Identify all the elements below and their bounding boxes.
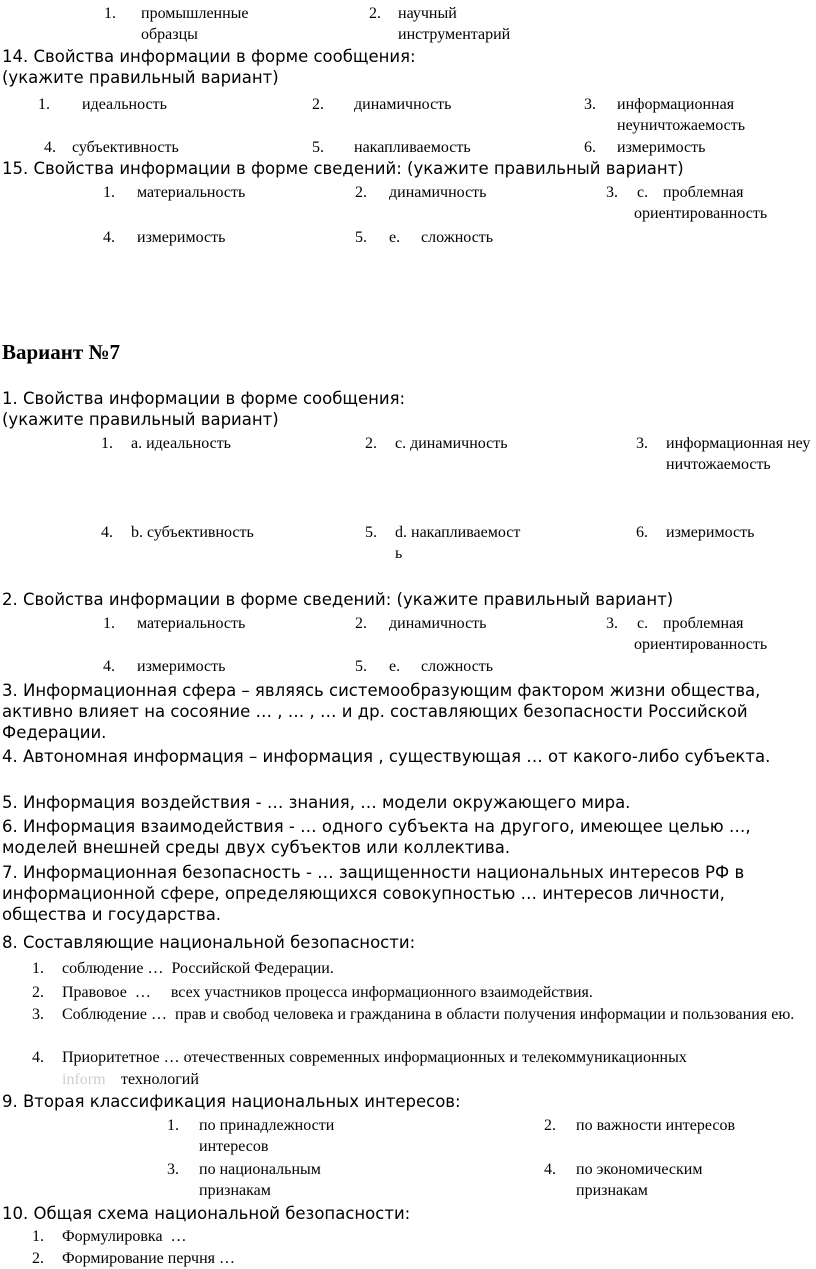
option-text: по экономическим признакам — [576, 1161, 703, 1199]
option-text: измеримость — [666, 524, 755, 541]
question-5: 5. Информация воздействия - … знания, … модели окружающего мира. — [2, 793, 631, 812]
option-text: динамичность — [389, 184, 487, 201]
list-item: Правовое … всех участников процесса информационного взаимодействия. — [62, 984, 593, 1001]
faint-overlay-text: inform — [62, 1071, 106, 1088]
question-3: 3. Информационная сфера – являясь системообразующим фактором жизни общества, активно влияет на сосояние … , … , … и др. составляющих безопасности Российской Федерации. — [2, 681, 761, 742]
option-number: 2. — [544, 1117, 556, 1134]
option-number: 3. — [606, 184, 618, 201]
question-10-title: 10. Общая схема национальной безопасности: — [2, 1204, 411, 1223]
option-text: информационная неуничтожаемость — [666, 435, 811, 473]
list-item: Формирование перчня … — [62, 1250, 235, 1267]
option-letter: e. — [389, 658, 401, 675]
option-text: научный инструментарий — [398, 5, 511, 43]
option-text: b. субъективность — [131, 524, 254, 541]
option-text: проблемная ориентированность — [634, 184, 768, 222]
option-number: 3. — [167, 1161, 179, 1178]
list-number: 2. — [32, 1250, 44, 1267]
question-2-title: 2. Свойства информации в форме сведений: (укажите правильный вариант) — [2, 590, 674, 609]
option-number: 4. — [44, 139, 56, 156]
question-4: 4. Автономная информация – информация , существующая … от какого-либо субъекта. — [2, 747, 771, 766]
variant-title: Вариант №7 — [2, 340, 121, 364]
option-number: 2. — [312, 96, 324, 113]
option-number: 2. — [369, 5, 381, 22]
question-7: 7. Информационная безопасность - … защищенности национальных интересов РФ в информационной сфере, определяющихся совокупностью … интересов личности, общества и государства. — [2, 863, 745, 924]
option-number: 3. — [606, 615, 618, 632]
option-number: 4. — [544, 1161, 556, 1178]
list-item-continuation: технологий — [121, 1071, 199, 1088]
option-letter: c. — [637, 615, 649, 632]
list-item: Соблюдение … прав и свобод человека и гражданина в области получения информации и пользования ею. — [62, 1006, 795, 1023]
option-text: измеримость — [137, 229, 226, 246]
list-item: Формулировка … — [62, 1228, 187, 1245]
option-number: 1. — [103, 184, 115, 201]
list-item: Приоритетное … отечественных современных информационных и телекоммуникационных — [62, 1049, 687, 1066]
option-text: по принадлежности интересов — [199, 1117, 335, 1155]
list-item: соблюдение … Российской Федерации. — [62, 960, 334, 977]
option-number: 2. — [355, 615, 367, 632]
option-number: 1. — [103, 615, 115, 632]
option-number: 4. — [103, 658, 115, 675]
option-number: 5. — [355, 658, 367, 675]
option-text: a. идеальность — [131, 435, 231, 452]
option-text: d. накапливаемость — [395, 524, 521, 562]
option-text: проблемная ориентированность — [634, 615, 768, 653]
option-text: сложность — [421, 229, 494, 246]
option-text: динамичность — [389, 615, 487, 632]
list-number: 1. — [32, 960, 44, 977]
question-9-title: 9. Вторая классификация национальных интересов: — [2, 1092, 461, 1111]
option-text: материальность — [137, 615, 246, 632]
list-number: 4. — [32, 1049, 44, 1066]
option-text: по важности интересов — [576, 1117, 736, 1134]
list-number: 2. — [32, 984, 44, 1001]
option-number: 1. — [101, 435, 113, 452]
option-number: 3. — [636, 435, 648, 452]
question-15-title: 15. Свойства информации в форме сведений: (укажите правильный вариант) — [2, 159, 684, 178]
option-number: 1. — [104, 5, 116, 22]
question-1-title: 1. Свойства информации в форме сообщения: (укажите правильный вариант) — [2, 389, 406, 429]
option-text: динамичность — [354, 96, 452, 113]
list-number: 3. — [32, 1006, 44, 1023]
option-number: 1. — [38, 96, 50, 113]
option-number: 5. — [365, 524, 377, 541]
option-text: промышленные образцы — [141, 5, 249, 43]
option-text: идеальность — [82, 96, 167, 113]
option-number: 5. — [355, 229, 367, 246]
option-letter: c. — [637, 184, 649, 201]
question-6: 6. Информация взаимодействия - … одного субъекта на другого, имеющее целью …, моделей внешней среды двух субъектов или коллектива. — [2, 817, 751, 857]
option-number: 1. — [167, 1117, 179, 1134]
option-letter: e. — [389, 229, 401, 246]
option-text: информационная неуничтожаемость — [617, 96, 745, 134]
option-text: субъективность — [72, 139, 179, 156]
option-number: 3. — [584, 96, 596, 113]
option-text: измеримость — [617, 139, 706, 156]
question-8-title: 8. Составляющие национальной безопасности: — [2, 933, 416, 952]
list-number: 1. — [32, 1228, 44, 1245]
option-number: 2. — [355, 184, 367, 201]
option-text: измеримость — [137, 658, 226, 675]
option-number: 2. — [365, 435, 377, 452]
question-14-title: 14. Свойства информации в форме сообщения: (укажите правильный вариант) — [2, 47, 416, 87]
option-number: 4. — [101, 524, 113, 541]
option-number: 6. — [636, 524, 648, 541]
option-number: 6. — [584, 139, 596, 156]
option-text: материальность — [137, 184, 246, 201]
option-text: c. динамичность — [395, 435, 508, 452]
option-text: сложность — [421, 658, 494, 675]
option-text: накапливаемость — [354, 139, 471, 156]
option-number: 4. — [103, 229, 115, 246]
option-text: по национальным признакам — [199, 1161, 321, 1199]
option-number: 5. — [312, 139, 324, 156]
